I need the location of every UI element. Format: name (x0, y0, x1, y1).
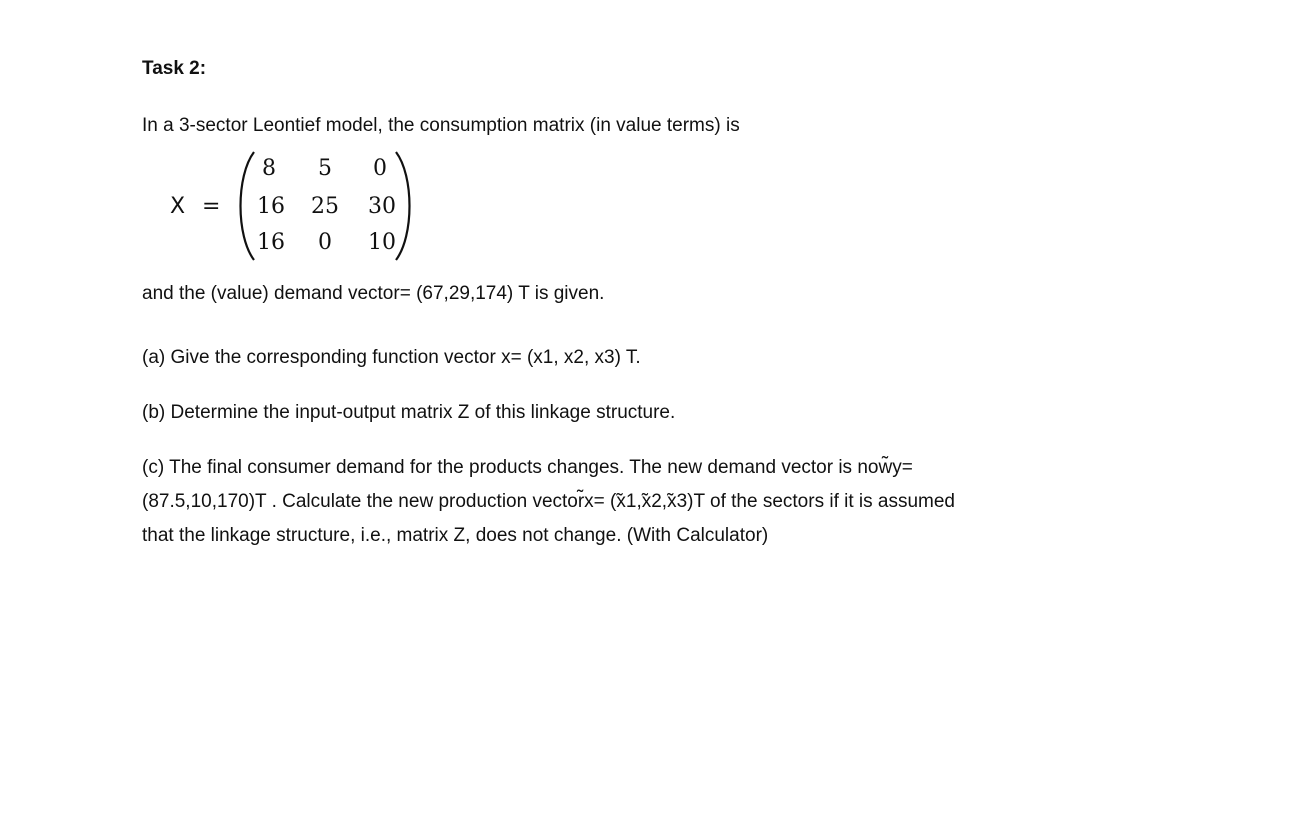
demand-vector-text: and the (value) demand vector= (67,29,174) T is given. (142, 283, 605, 304)
task-title: Task 2: (142, 58, 207, 79)
question-a: (a) Give the corresponding function vector x= (x1, x2, x3) T. (142, 347, 641, 368)
matrix-cell: 8 (262, 156, 276, 181)
matrix-cell: 10 (368, 230, 396, 255)
question-c-line-3: that the linkage structure, i.e., matrix Z, does not change. (With Calculator) (142, 525, 769, 546)
matrix-cell: 5 (318, 156, 332, 181)
task-intro: In a 3-sector Leontief model, the consumption matrix (in value terms) is (142, 115, 740, 136)
question-b: (b) Determine the input-output matrix Z of this linkage structure. (142, 402, 676, 423)
question-c-line-2: (87.5,10,170)T . Calculate the new production vector̃x= (̃x1,̃x2,̃x3)T of the sectors if it is assumed (142, 491, 956, 512)
matrix-cell: 30 (368, 194, 396, 219)
matrix-label: X (170, 194, 186, 219)
matrix-cell: 25 (311, 194, 339, 219)
matrix-equals-sign: = (202, 194, 221, 219)
matrix-cell: 0 (318, 230, 332, 255)
matrix-cell: 16 (257, 194, 285, 219)
matrix-cell: 0 (373, 156, 387, 181)
question-c-line-1: (c) The final consumer demand for the products changes. The new demand vector is now̃y= (142, 457, 913, 478)
matrix-cell: 16 (257, 230, 285, 255)
